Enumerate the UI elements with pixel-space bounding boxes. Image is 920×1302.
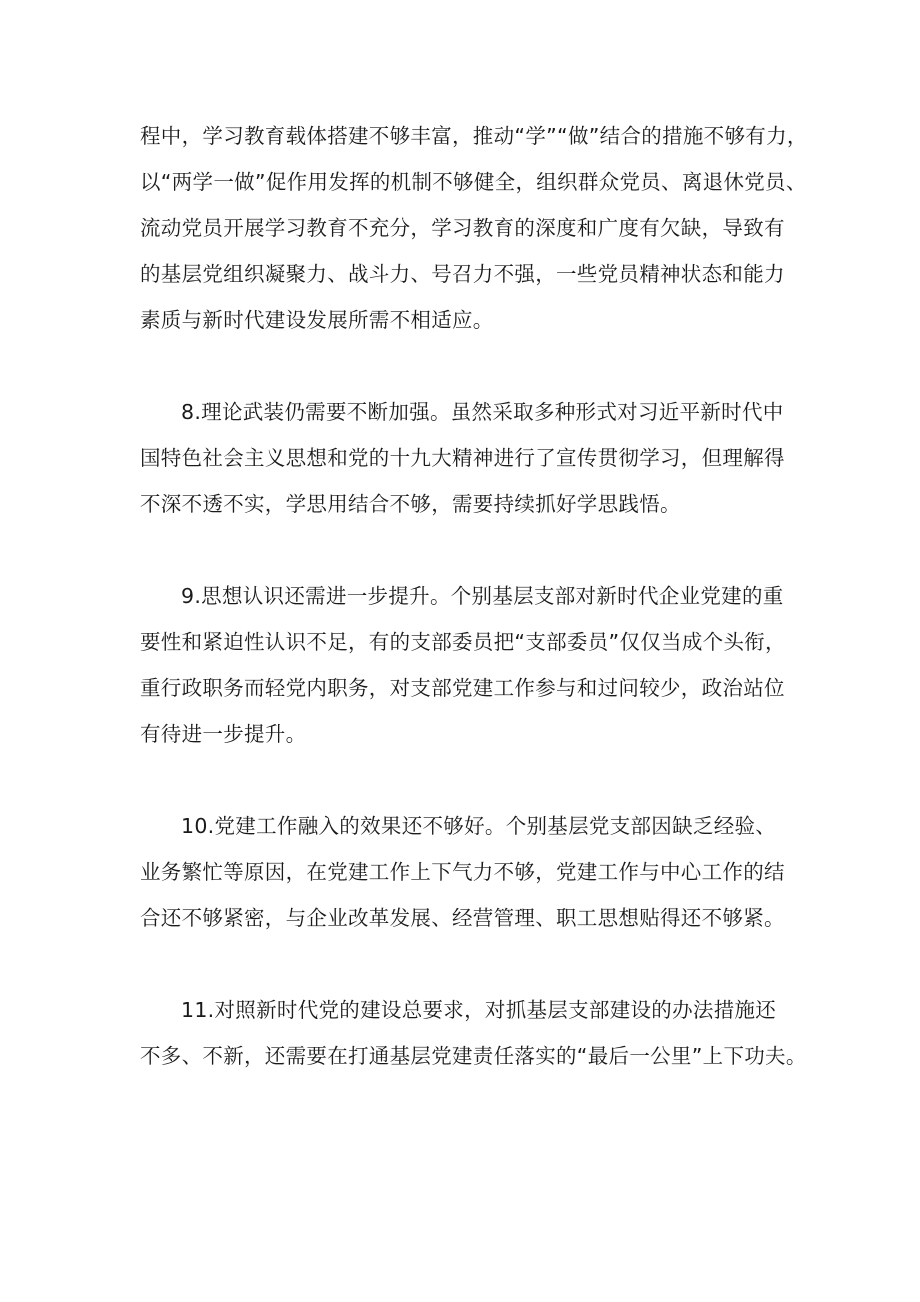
text-line: 9.思想认识还需进一步提升。个别基层支部对新时代企业党建的重 [181, 584, 784, 608]
text-line: 不深不透不实，学思用结合不够，需要持续抓好学思践悟。 [140, 492, 681, 516]
paragraph-item-11 [140, 987, 807, 1079]
text-line: 以“两学一做”促作用发挥的机制不够健全，组织群众党员、离退休党员、 [140, 170, 807, 194]
text-line: 国特色社会主义思想和党的十九大精神进行了宣传贯彻学习，但理解得 [140, 446, 785, 470]
text-line: 程中，学习教育载体搭建不够丰富，推动“学”“做”结合的措施不够有力， [140, 124, 808, 148]
text-line: 重行政职务而轻党内职务，对支部党建工作参与和过问较少，政治站位 [140, 676, 785, 700]
text-line: 11.对照新时代党的建设总要求，对抓基层支部建设的办法措施还 [181, 998, 777, 1022]
text-line: 要性和紧迫性认识不足，有的支部委员把“支部委员”仅仅当成个头衔， [140, 630, 786, 654]
paragraph-gap [140, 941, 790, 987]
text-line: 不多、不新，还需要在打通基层党建责任落实的“最后一公里”上下功夫。 [140, 1044, 807, 1068]
text-line: 10.党建工作融入的效果还不够好。个别基层党支部因缺乏经验、 [181, 814, 777, 838]
document-body [140, 113, 808, 1079]
text-line: 素质与新时代建设发展所需不相适应。 [140, 308, 494, 332]
paragraph-item-8 [140, 389, 790, 527]
paragraph-continuation [140, 113, 808, 343]
paragraph-gap [140, 527, 790, 573]
text-line: 合还不够紧密，与企业改革发展、经营管理、职工思想贴得还不够紧。 [140, 906, 785, 930]
paragraph-item-10 [140, 803, 790, 941]
paragraph-gap [140, 757, 790, 803]
paragraph-item-9 [140, 573, 790, 757]
text-line: 流动党员开展学习教育不充分，学习教育的深度和广度有欠缺，导致有 [140, 216, 785, 240]
text-line: 的基层党组织凝聚力、战斗力、号召力不强，一些党员精神状态和能力 [140, 262, 785, 286]
text-line: 有待进一步提升。 [140, 722, 307, 746]
text-line: 8.理论武装仍需要不断加强。虽然采取多种形式对习近平新时代中 [181, 400, 784, 424]
paragraph-gap [140, 343, 790, 389]
text-line: 业务繁忙等原因，在党建工作上下气力不够，党建工作与中心工作的结 [140, 860, 785, 884]
